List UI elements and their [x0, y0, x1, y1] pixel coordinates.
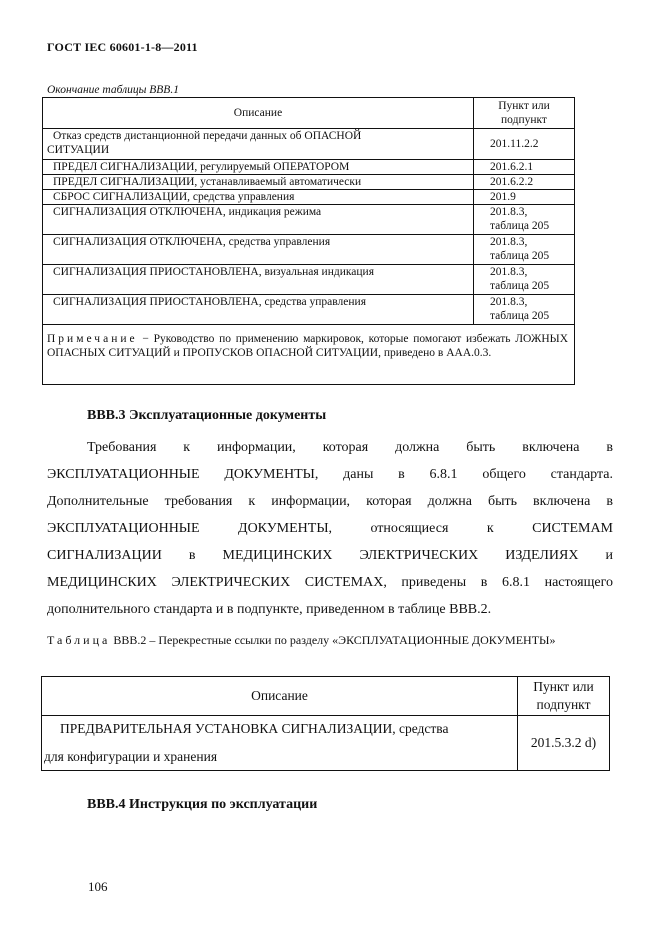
table2-col-reference: [518, 677, 610, 716]
table-row: [43, 235, 575, 265]
table1-col-description: Описание: [43, 98, 474, 129]
table-row: [43, 295, 575, 325]
cell-text-line: ПРЕДВАРИТЕЛЬНАЯ УСТАНОВКА СИГНАЛИЗАЦИИ, средства: [60, 721, 449, 736]
table1-cell-reference: [474, 265, 575, 295]
section-heading-bbb3: ВВВ.3 Эксплуатационные документы: [87, 408, 327, 423]
cell-text-line: Отказ средств дистанционной передачи данных об ОПАСНОЙ: [53, 130, 362, 142]
table1-caption: Окончание таблицы ВВВ.1: [47, 84, 179, 96]
paragraph-line: дополнительного стандарта и в подпункте, приведенном в таблице ВВВ.2.: [47, 602, 492, 617]
section-bbb3-paragraph: [47, 434, 613, 623]
table1-header-row: [43, 98, 575, 129]
table2-caption-text: ВВВ.2 – Перекрестные ссылки по разделу «ЭКСПЛУАТАЦИОННЫЕ ДОКУМЕНТЫ»: [110, 633, 556, 647]
table-row: [43, 265, 575, 295]
table-row: [43, 175, 575, 190]
table-row: [42, 716, 610, 771]
cell-text-line: 201.8.3,: [490, 206, 528, 218]
table1-col-reference-line1: Пункт или: [498, 100, 550, 112]
paragraph-line: ЭКСПЛУАТАЦИОННЫЕ ДОКУМЕНТЫ, даны в 6.8.1 общего стандарта.: [47, 467, 613, 482]
table1-cell-reference: [474, 295, 575, 325]
table1-col-reference-line2: подпункт: [501, 114, 547, 126]
table1-cell-description: СИГНАЛИЗАЦИЯ ПРИОСТАНОВЛЕНА, средства управления: [43, 295, 474, 325]
table2-cell-description: [42, 716, 518, 771]
table-row: [43, 129, 575, 160]
cell-text-line: таблица 205: [490, 250, 550, 262]
table2-col-reference-line2: подпункт: [536, 697, 591, 712]
table1-cell-description: СИГНАЛИЗАЦИЯ ПРИОСТАНОВЛЕНА, визуальная индикация: [43, 265, 474, 295]
section-heading-bbb4: ВВВ.4 Инструкция по эксплуатации: [87, 797, 318, 812]
cell-text-line: для конфигурации и хранения: [44, 749, 218, 764]
table1-cell-reference: 201.11.2.2: [474, 129, 575, 160]
table-bbb1-end: [42, 97, 575, 385]
table1-cell-description: ПРЕДЕЛ СИГНАЛИЗАЦИИ, регулируемый ОПЕРАТОРОМ: [43, 160, 474, 175]
table2-header-row: [42, 677, 610, 716]
table-bbb2: [41, 676, 610, 771]
table1-cell-description: СБРОС СИГНАЛИЗАЦИИ, средства управления: [43, 190, 474, 205]
table2-cell-reference: 201.5.3.2 d): [518, 716, 610, 771]
table2-col-description: Описание: [42, 677, 518, 716]
table1-cell-description: [43, 129, 474, 160]
paragraph-line: СИГНАЛИЗАЦИИ в МЕДИЦИНСКИХ ЭЛЕКТРИЧЕСКИХ ИЗДЕЛИЯХ и: [47, 548, 613, 563]
cell-text-line: 201.8.3,: [490, 296, 528, 308]
table1-cell-reference: [474, 235, 575, 265]
table-row: [43, 205, 575, 235]
paragraph-line: ЭКСПЛУАТАЦИОННЫЕ ДОКУМЕНТЫ, относящиеся к СИСТЕМАМ: [47, 521, 613, 536]
cell-text-line: таблица 205: [490, 280, 550, 292]
cell-text-line: СИТУАЦИИ: [47, 144, 110, 156]
document-header: ГОСТ IEC 60601-1-8—2011: [47, 40, 198, 54]
table-row: [43, 190, 575, 205]
table1-cell-reference: 201.6.2.1: [474, 160, 575, 175]
paragraph-line: Требования к информации, которая должна быть включена в: [87, 440, 613, 455]
table1-note: [43, 325, 575, 385]
paragraph-line: МЕДИЦИНСКИХ ЭЛЕКТРИЧЕСКИХ СИСТЕМАХ, приведены в 6.8.1 настоящего: [47, 575, 613, 590]
table2-caption-label: Таблица: [47, 633, 111, 647]
table1-cell-reference: [474, 205, 575, 235]
table1-cell-description: ПРЕДЕЛ СИГНАЛИЗАЦИИ, устанавливаемый автоматически: [43, 175, 474, 190]
table1-cell-reference: 201.9: [474, 190, 575, 205]
cell-text-line: таблица 205: [490, 310, 550, 322]
cell-text-line: таблица 205: [490, 220, 550, 232]
table2-caption: [47, 628, 613, 652]
paragraph-line: Дополнительные требования к информации, которая должна быть включена в: [47, 494, 613, 509]
table2-col-reference-line1: Пункт или: [533, 679, 594, 694]
note-text: − Руководство по применению маркировок, которые помогают избежать ЛОЖНЫХ ОПАСНЫХ СИТУАЦИЙ и ПРОПУСКОВ ОПАСНОЙ СИТУАЦИИ, приведено в ААА.0.3.: [47, 333, 568, 359]
cell-text-line: 201.8.3,: [490, 266, 528, 278]
note-label: Примечание: [47, 333, 138, 345]
cell-text-line: 201.8.3,: [490, 236, 528, 248]
table1-cell-description: СИГНАЛИЗАЦИЯ ОТКЛЮЧЕНА, средства управления: [43, 235, 474, 265]
page-number: 106: [88, 879, 108, 894]
table-row: [43, 160, 575, 175]
table1-cell-reference: 201.6.2.2: [474, 175, 575, 190]
table1-note-row: [43, 325, 575, 385]
table1-col-reference: [474, 98, 575, 129]
table1-cell-description: СИГНАЛИЗАЦИЯ ОТКЛЮЧЕНА, индикация режима: [43, 205, 474, 235]
